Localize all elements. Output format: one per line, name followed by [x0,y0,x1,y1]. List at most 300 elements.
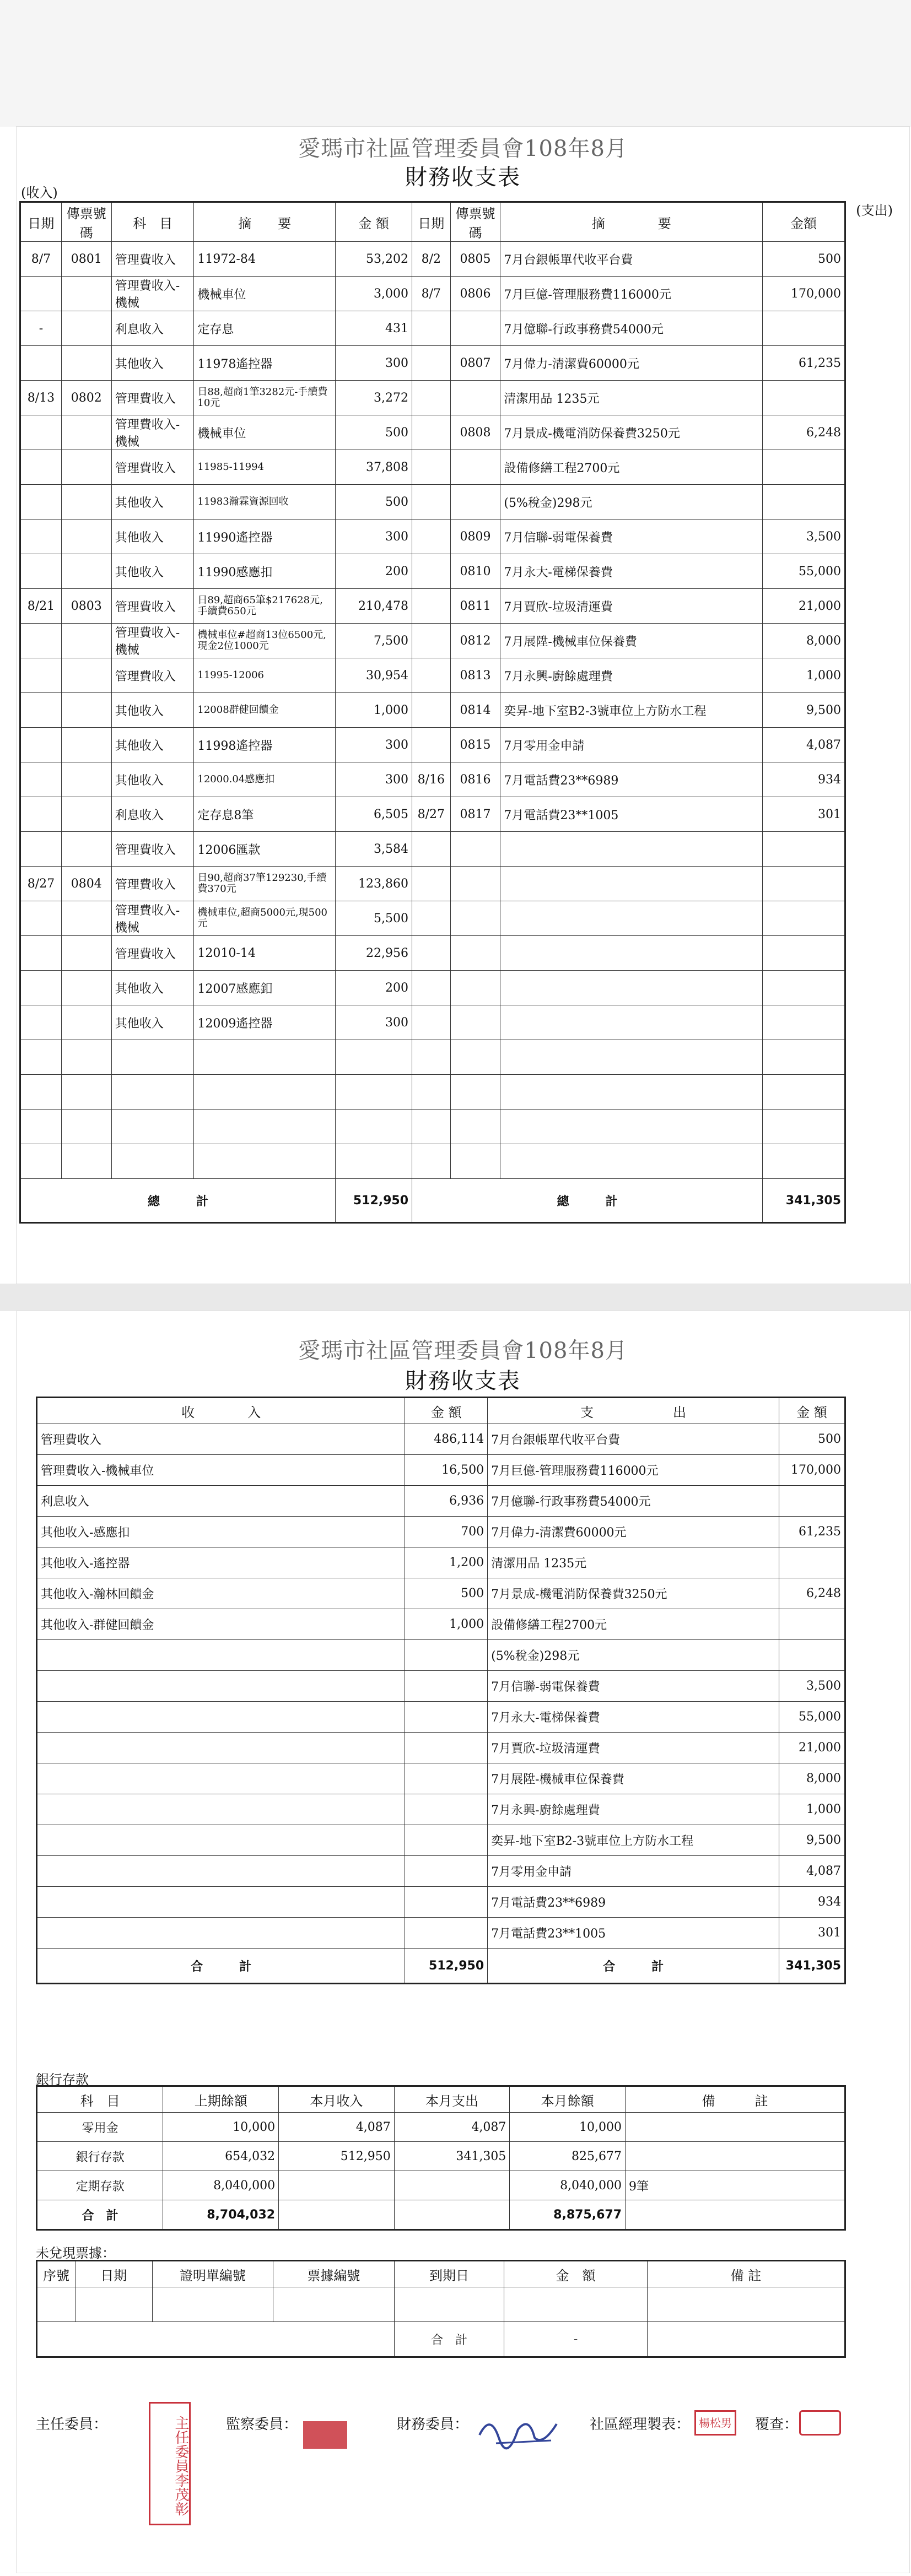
ledger-cell: 7月景成-機電消防保養費3250元 [500,415,763,450]
ledger-row [20,762,845,797]
unpaid-title: 未兌現票據： [36,2245,115,2261]
supervisor-signature-label: 監察委員： [226,2416,298,2433]
summary-cell [37,1702,405,1733]
summary-cell [405,1887,488,1918]
ledger-cell: 其他收入 [111,762,194,797]
bank-total-row [37,2200,845,2230]
ledger-cell: 0809 [450,519,500,554]
ledger-cell [450,936,500,971]
ledger-cell: 0815 [450,728,500,762]
ledger-cell [412,311,451,346]
ledger-header-cell: 摘 要 [500,202,763,242]
summary-cell [37,1856,405,1887]
ledger-cell [20,450,62,485]
ledger-row [20,415,845,450]
ledger-header-cell: 金額 [763,202,845,242]
ledger-row [20,519,845,554]
ledger-cell [412,346,451,381]
unpaid-header-cell: 序號 [37,2261,76,2287]
summary-cell [405,1702,488,1733]
ledger-cell: 7月巨億-管理服務費116000元 [500,277,763,311]
summary-cell: 其他收入-瀚林回饋金 [37,1578,405,1609]
ledger-cell [412,519,451,554]
unpaid-empty-row [37,2287,845,2322]
ledger-cell [450,450,500,485]
ledger-cell [412,728,451,762]
ledger-cell: 37,808 [336,450,412,485]
ledger-cell: 管理費收入 [111,832,194,867]
bank-row [37,2113,845,2142]
ledger-row [20,797,845,832]
ledger-cell: 7月億聯-行政事務費54000元 [500,311,763,346]
summary-header-cell: 金 額 [779,1398,845,1424]
ledger-cell: 其他收入 [111,519,194,554]
ledger-cell: 11978遙控器 [194,346,336,381]
ledger-cell [450,867,500,901]
ledger-cell: 7月台銀帳單代收平台費 [500,242,763,277]
summary-cell: 61,235 [779,1517,845,1547]
summary-cell [405,1825,488,1856]
summary-cell: 其他收入-群健回饋金 [37,1609,405,1640]
ledger-cell: 定存息8筆 [194,797,336,832]
unpaid-header-cell: 日期 [75,2261,152,2287]
summary-cell: 7月巨億-管理服務費116000元 [488,1455,779,1486]
ledger-cell: 12006匯款 [194,832,336,867]
ledger-cell [412,485,451,519]
ledger-header-row [20,202,845,242]
manager-stamp: 楊松男 [694,2410,736,2436]
ledger-cell: (5%稅金)298元 [500,485,763,519]
summary-row [37,1578,845,1609]
ledger-cell: 7月賈欣-垃圾清運費 [500,589,763,624]
ledger-cell: 61,235 [763,346,845,381]
bank-header-cell: 本月餘額 [510,2086,626,2113]
ledger-row [20,381,845,415]
ledger-cell [412,624,451,658]
org-title-2: 愛瑪市社區管理委員會108年8月 [298,1338,628,1363]
bank-cell: 零用金 [37,2113,163,2142]
bank-cell: 銀行存款 [37,2142,163,2171]
summary-row [37,1547,845,1578]
ledger-row [20,277,845,311]
ledger-cell: 管理費收入 [111,242,194,277]
ledger-cell: 11983瀚霖資源回收 [194,485,336,519]
unpaid-header-row [37,2261,845,2287]
summary-expense-total: 341,305 [779,1949,845,1984]
ledger-cell: 0806 [450,277,500,311]
summary-cell [405,1733,488,1763]
summary-cell: 9,500 [779,1825,845,1856]
ledger-cell [20,415,62,450]
ledger-cell [500,1005,763,1040]
ledger-cell: 0814 [450,693,500,728]
summary-cell: 1,000 [779,1794,845,1825]
summary-cell: 7月電話費23**1005 [488,1918,779,1949]
ledger-row [20,554,845,589]
ledger-cell: 其他收入 [111,971,194,1005]
ledger-cell: 30,954 [336,658,412,693]
ledger-cell: 11990感應扣 [194,554,336,589]
bank-total-cell [279,2200,395,2230]
ledger-cell [61,728,111,762]
ledger-cell: 8/21 [20,589,62,624]
ledger-cell [61,450,111,485]
ledger-cell: 1,000 [336,693,412,728]
bank-total-cell [626,2200,845,2230]
ledger-cell: 日90,超商37筆129230,手續費370元 [194,867,336,901]
summary-income-total: 512,950 [405,1949,488,1984]
summary-row [37,1702,845,1733]
ledger-cell: 定存息 [194,311,336,346]
bank-cell: 9筆 [626,2171,845,2200]
summary-cell: 3,500 [779,1671,845,1702]
summary-cell [405,1763,488,1794]
ledger-cell [61,311,111,346]
ledger-cell [763,1005,845,1040]
summary-cell: 7月電話費23**6989 [488,1887,779,1918]
summary-cell: 7月偉力-清潔費60000元 [488,1517,779,1547]
ledger-cell [20,693,62,728]
manager-signature-label: 社區經理製表： [590,2416,691,2433]
report-title-2: 財務收支表 [405,1368,521,1394]
ledger-cell: 日89,超商65筆$217628元,手續費650元 [194,589,336,624]
ledger-cell: 3,272 [336,381,412,415]
unpaid-header-cell: 到期日 [394,2261,504,2287]
bank-row [37,2171,845,2200]
ledger-row [20,658,845,693]
report-title: 財務收支表 [405,165,521,190]
ledger-row [20,901,845,936]
ledger-header-cell: 金 額 [336,202,412,242]
ledger-cell [20,797,62,832]
ledger-cell [61,797,111,832]
summary-header-row [37,1398,845,1424]
bank-cell: 8,040,000 [163,2171,279,2200]
ledger-cell [450,485,500,519]
summary-cell: 7月台銀帳單代收平台費 [488,1424,779,1455]
income-label: (收入) [21,185,58,201]
summary-cell: 管理費收入-機械車位 [37,1455,405,1486]
ledger-cell [20,277,62,311]
bank-cell: 定期存款 [37,2171,163,2200]
ledger-cell [412,832,451,867]
ledger-cell [500,971,763,1005]
summary-total-row [37,1949,845,1984]
ledger-cell: 300 [336,728,412,762]
income-total-label: 總 計 [20,1179,336,1223]
ledger-cell [763,311,845,346]
ledger-cell [20,901,62,936]
ledger-cell: 0812 [450,624,500,658]
ledger-cell: 500 [336,415,412,450]
ledger-cell: 設備修繕工程2700元 [500,450,763,485]
summary-cell: 486,114 [405,1424,488,1455]
ledger-blank-row [20,1075,845,1110]
ledger-cell: 0805 [450,242,500,277]
summary-cell: 奕昇-地下室B2-3號車位上方防水工程 [488,1825,779,1856]
summary-table [36,1397,846,1984]
bank-header-cell: 本月收入 [279,2086,395,2113]
summary-cell: 利息收入 [37,1486,405,1517]
ledger-blank-row [20,1144,845,1179]
bank-cell: 825,677 [510,2142,626,2171]
ledger-row [20,867,845,901]
summary-row [37,1856,845,1887]
ledger-cell: 0807 [450,346,500,381]
ledger-cell: 其他收入 [111,1005,194,1040]
ledger-cell: 55,000 [763,554,845,589]
ledger-cell: 4,087 [763,728,845,762]
ledger-cell: 7月偉力-清潔費60000元 [500,346,763,381]
summary-cell: 清潔用品 1235元 [488,1547,779,1578]
ledger-row [20,1005,845,1040]
bank-header-cell: 科 目 [37,2086,163,2113]
ledger-cell [20,519,62,554]
ledger-cell [763,971,845,1005]
ledger-cell: 7,500 [336,624,412,658]
bank-header-cell: 備 註 [626,2086,845,2113]
unpaid-header-cell: 票據編號 [273,2261,395,2287]
ledger-cell [763,936,845,971]
bank-cell: 4,087 [279,2113,395,2142]
ledger-row [20,832,845,867]
summary-income-total-label: 合 計 [37,1949,405,1984]
ledger-cell: 6,248 [763,415,845,450]
summary-cell: 21,000 [779,1733,845,1763]
ledger-cell: 0804 [61,867,111,901]
ledger-total-row [20,1179,845,1223]
ledger-cell: 7月永大-電梯保養費 [500,554,763,589]
ledger-cell: 0817 [450,797,500,832]
ledger-header-cell: 科 目 [111,202,194,242]
bank-cell: 341,305 [394,2142,510,2171]
ledger-cell: 0808 [450,415,500,450]
ledger-cell: 機械車位 [194,415,336,450]
ledger-cell: 8/7 [412,277,451,311]
summary-cell [37,1733,405,1763]
summary-row [37,1887,845,1918]
summary-cell: 1,000 [405,1609,488,1640]
summary-row [37,1455,845,1486]
ledger-row [20,936,845,971]
summary-cell: 700 [405,1517,488,1547]
ledger-cell: 12000.04感應扣 [194,762,336,797]
ledger-cell: 170,000 [763,277,845,311]
ledger-cell: 管理費收入 [111,658,194,693]
ledger-cell [500,901,763,936]
ledger-cell: 7月電話費23**1005 [500,797,763,832]
summary-cell [405,1856,488,1887]
bank-total-cell: 8,704,032 [163,2200,279,2230]
ledger-cell [763,867,845,901]
summary-cell: 其他收入-感應扣 [37,1517,405,1547]
ledger-row [20,450,845,485]
summary-cell: 301 [779,1918,845,1949]
ledger-row [20,311,845,346]
ledger-cell [20,554,62,589]
unpaid-header-cell: 備 註 [647,2261,845,2287]
expense-total-label: 總 計 [412,1179,763,1223]
summary-cell [779,1640,845,1671]
ledger-cell: 管理費收入 [111,936,194,971]
expense-label: (支出) [856,203,893,218]
ledger-cell [500,936,763,971]
ledger-cell [412,936,451,971]
ledger-cell [450,381,500,415]
summary-cell: 7月賈欣-垃圾清運費 [488,1733,779,1763]
ledger-cell: 934 [763,762,845,797]
ledger-row [20,346,845,381]
ledger-cell: 清潔用品 1235元 [500,381,763,415]
ledger-cell [412,658,451,693]
income-total: 512,950 [336,1179,412,1223]
summary-cell [779,1609,845,1640]
ledger-row [20,971,845,1005]
ledger-cell: 管理費收入 [111,450,194,485]
ledger-cell [763,381,845,415]
ledger-cell: 12010-14 [194,936,336,971]
summary-row [37,1763,845,1794]
ledger-cell: 管理費收入 [111,381,194,415]
bank-cell [394,2171,510,2200]
ledger-cell [61,415,111,450]
bank-cell [279,2171,395,2200]
ledger-cell [61,554,111,589]
summary-cell [779,1547,845,1578]
summary-row [37,1918,845,1949]
bank-cell: 8,040,000 [510,2171,626,2200]
summary-row [37,1794,845,1825]
ledger-cell: 3,584 [336,832,412,867]
summary-cell [405,1918,488,1949]
summary-cell: 16,500 [405,1455,488,1486]
ledger-cell: 301 [763,797,845,832]
ledger-cell: 11972-84 [194,242,336,277]
summary-row [37,1825,845,1856]
ledger-cell: 300 [336,1005,412,1040]
summary-cell: 500 [779,1424,845,1455]
ledger-row [20,485,845,519]
ledger-cell [20,1005,62,1040]
ledger-cell: 0811 [450,589,500,624]
ledger-cell: 22,956 [336,936,412,971]
ledger-cell [61,832,111,867]
ledger-cell [61,693,111,728]
ledger-cell [763,450,845,485]
summary-cell: 7月永大-電梯保養費 [488,1702,779,1733]
ledger-cell: 其他收入 [111,485,194,519]
summary-cell: 7月億聯-行政事務費54000元 [488,1486,779,1517]
ledger-cell [61,762,111,797]
summary-cell: 7月景成-機電消防保養費3250元 [488,1578,779,1609]
ledger-cell: 0802 [61,381,111,415]
ledger-cell: 500 [336,485,412,519]
ledger-cell: 奕昇-地下室B2-3號車位上方防水工程 [500,693,763,728]
ledger-cell [412,693,451,728]
ledger-cell [412,381,451,415]
finance-signature-label: 財務委員： [397,2416,469,2433]
ledger-header-cell: 日期 [412,202,451,242]
page-2 [17,1311,909,2573]
ledger-cell: 0801 [61,242,111,277]
unpaid-header-cell: 金 額 [504,2261,647,2287]
bank-total-cell [394,2200,510,2230]
summary-cell [405,1640,488,1671]
ledger-cell: 其他收入 [111,554,194,589]
ledger-header-cell: 傳票號碼 [450,202,500,242]
ledger-cell: 機械車位,超商5000元,現500元 [194,901,336,936]
bank-cell: 512,950 [279,2142,395,2171]
ledger-cell: 管理費收入-機械 [111,901,194,936]
ledger-cell [20,728,62,762]
ledger-cell [500,832,763,867]
ledger-cell [500,867,763,901]
ledger-cell [412,415,451,450]
ledger-cell [61,346,111,381]
summary-cell [779,1486,845,1517]
ledger-cell: 機械車位#超商13位6500元,現金2位1000元 [194,624,336,658]
bank-title: 銀行存款 [36,2072,89,2087]
ledger-cell [412,1005,451,1040]
summary-cell [405,1794,488,1825]
scan-page-gap [0,1284,911,1311]
summary-cell: 其他收入-遙控器 [37,1547,405,1578]
ledger-cell: 管理費收入 [111,589,194,624]
summary-expense-total-label: 合 計 [488,1949,779,1984]
ledger-cell: 11985-11994 [194,450,336,485]
summary-cell: 設備修繕工程2700元 [488,1609,779,1640]
summary-cell [37,1671,405,1702]
summary-header-cell: 支 出 [488,1398,779,1424]
ledger-cell: 300 [336,762,412,797]
ledger-cell [412,901,451,936]
ledger-cell [20,658,62,693]
ledger-cell: 其他收入 [111,346,194,381]
ledger-cell [61,624,111,658]
ledger-cell [763,485,845,519]
bank-cell [626,2113,845,2142]
ledger-cell [61,519,111,554]
ledger-cell: 11998遙控器 [194,728,336,762]
ledger-cell [450,832,500,867]
ledger-cell: - [20,311,62,346]
expense-total: 341,305 [763,1179,845,1223]
summary-cell [37,1763,405,1794]
ledger-cell: 管理費收入-機械 [111,624,194,658]
summary-cell: 500 [405,1578,488,1609]
summary-cell: 7月信聯-弱電保養費 [488,1671,779,1702]
ledger-cell [412,867,451,901]
ledger-cell [412,971,451,1005]
ledger-cell [450,1005,500,1040]
ledger-cell: 8/27 [412,797,451,832]
ledger-cell [412,450,451,485]
bank-header-cell: 上期餘額 [163,2086,279,2113]
ledger-cell: 管理費收入 [111,867,194,901]
scan-margin-top [0,0,911,127]
ledger-header-cell: 摘 要 [194,202,336,242]
summary-cell: 934 [779,1887,845,1918]
ledger-cell [20,971,62,1005]
ledger-cell: 9,500 [763,693,845,728]
summary-cell: 8,000 [779,1763,845,1794]
ledger-cell [450,311,500,346]
ledger-cell: 21,000 [763,589,845,624]
ledger-cell: 機械車位 [194,277,336,311]
ledger-cell: 7月永興-廚餘處理費 [500,658,763,693]
summary-cell [37,1640,405,1671]
ledger-cell: 7月零用金申請 [500,728,763,762]
